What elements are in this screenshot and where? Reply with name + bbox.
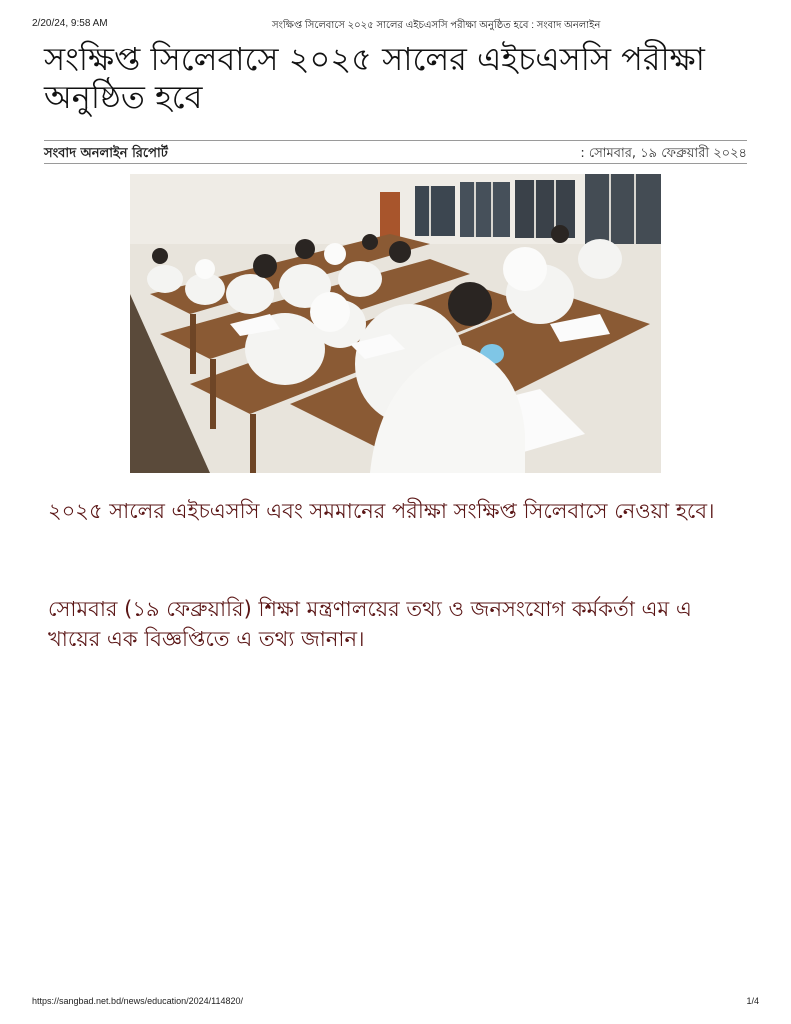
byline-bar <box>44 140 747 164</box>
article-headline: সংক্ষিপ্ত সিলেবাসে ২০২৫ সালের এইচএসসি পরীক্ষা অনুষ্ঠিত হবে <box>44 40 705 116</box>
article-photo <box>130 174 661 473</box>
article-paragraph: ২০২৫ সালের এইচএসসি এবং সমমানের পরীক্ষা সংক্ষিপ্ত সিলেবাসে নেওয়া হবে। <box>48 499 715 523</box>
article-paragraph: সোমবার (১৯ ফেব্রুয়ারি) শিক্ষা মন্ত্রণালয়ের তথ্য ও জনসংযোগ কর্মকর্তা এম এ খায়ের এক বিজ্ঞপ্তিতে এ তথ্য জানান। <box>48 597 692 651</box>
print-page-title: সংক্ষিপ্ত সিলেবাসে ২০২৫ সালের এইচএসসি পরীক্ষা অনুষ্ঠিত হবে : সংবাদ অনলাইন <box>272 20 601 31</box>
article-date: : সোমবার, ১৯ ফেব্রুয়ারী ২০২৪ <box>580 146 747 161</box>
page-indicator: 1/4 <box>746 996 759 1006</box>
article-author: সংবাদ অনলাইন রিপোর্ট <box>44 146 168 161</box>
print-url: https://sangbad.net.bd/news/education/2024/114820/ <box>32 996 243 1006</box>
print-datetime: 2/20/24, 9:58 AM <box>32 18 108 29</box>
print-header <box>32 18 759 32</box>
print-footer <box>32 996 759 1010</box>
